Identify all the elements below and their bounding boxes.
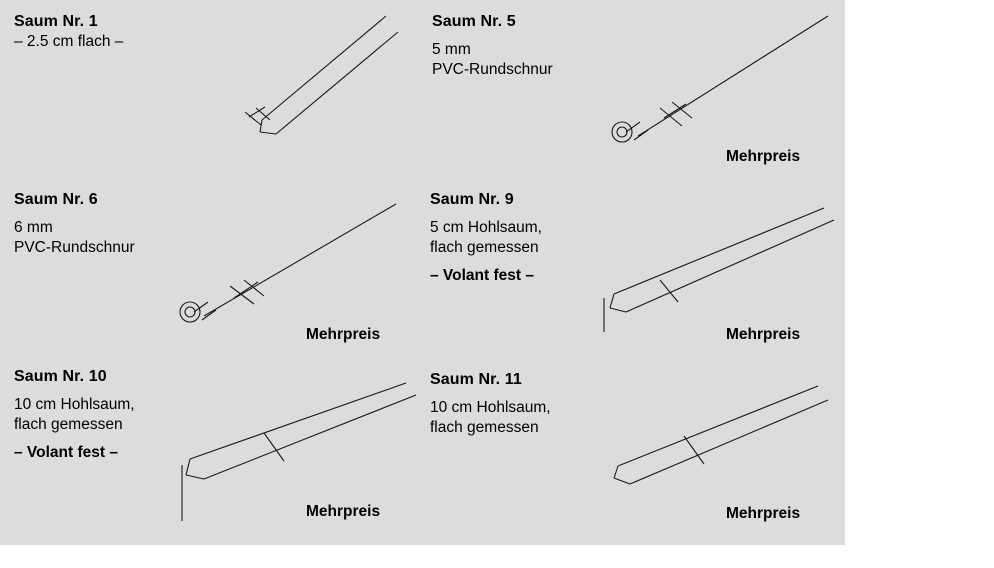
hem-item-6-line-1: 10 cm Hohlsaum, xyxy=(430,399,551,416)
hem-item-1-line-1: – 2.5 cm flach – xyxy=(14,33,124,50)
hem-diagram-2 xyxy=(600,14,840,144)
hem-item-1-title: Saum Nr. 1 xyxy=(14,13,98,30)
hem-item-3-title: Saum Nr. 6 xyxy=(14,191,98,208)
hem-item-3-line-1: 6 mm xyxy=(14,219,53,236)
hem-item-6-line-2: flach gemessen xyxy=(430,419,539,436)
hem-item-4-title: Saum Nr. 9 xyxy=(430,191,514,208)
hem-diagram-6 xyxy=(600,378,830,498)
hem-item-2-line-2: PVC-Rundschnur xyxy=(432,61,553,78)
hem-item-6-title: Saum Nr. 11 xyxy=(430,371,522,388)
hem-diagram-1 xyxy=(190,14,410,139)
hem-item-5-line-3: – Volant fest – xyxy=(14,444,118,461)
hem-item-4-line-2: flach gemessen xyxy=(430,239,539,256)
hem-diagram-5 xyxy=(172,375,422,525)
hem-item-3-line-2: PVC-Rundschnur xyxy=(14,239,135,256)
hem-item-2-line-1: 5 mm xyxy=(432,41,471,58)
hem-item-3-surcharge: Mehrpreis xyxy=(306,326,381,343)
hem-item-4-line-3: – Volant fest – xyxy=(430,267,534,284)
hem-item-2-surcharge: Mehrpreis xyxy=(726,148,801,165)
hem-item-5-line-2: flach gemessen xyxy=(14,416,123,433)
hem-item-5-line-1: 10 cm Hohlsaum, xyxy=(14,396,135,413)
hem-item-2-title: Saum Nr. 5 xyxy=(432,13,516,30)
hem-item-6-surcharge: Mehrpreis xyxy=(726,505,801,522)
hem-item-5-title: Saum Nr. 10 xyxy=(14,368,107,385)
hem-item-4-line-1: 5 cm Hohlsaum, xyxy=(430,219,542,236)
hem-item-4-surcharge: Mehrpreis xyxy=(726,326,801,343)
hem-item-5-surcharge: Mehrpreis xyxy=(306,503,381,520)
hem-diagram-4 xyxy=(598,198,838,338)
hem-diagram-3 xyxy=(170,192,410,322)
